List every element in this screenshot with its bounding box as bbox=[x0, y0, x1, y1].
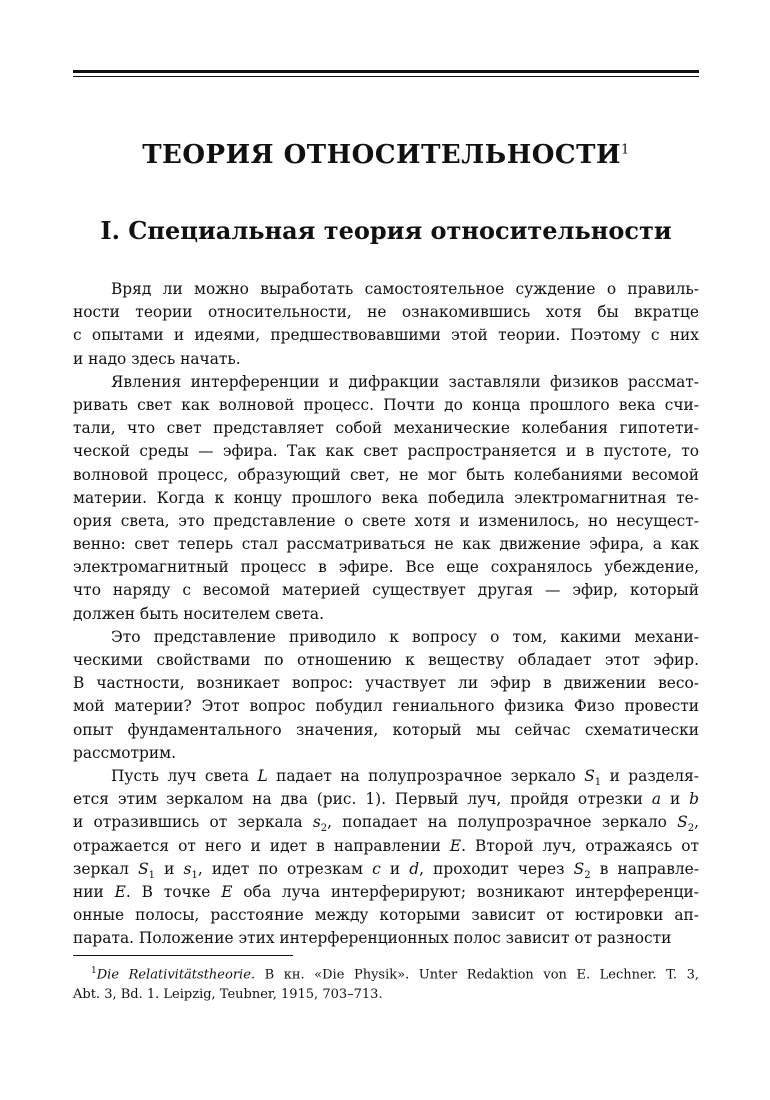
body-text bbox=[73, 278, 699, 950]
text-line: с опытами и идеями, предшествовавшими этой теории. Поэтому с них bbox=[73, 326, 699, 345]
text-line: ческими свойствами по отношению к веществу обладает этот эфир. bbox=[73, 651, 699, 669]
chapter-title-text: ТЕОРИЯ ОТНОСИТЕЛЬНОСТИ bbox=[142, 140, 622, 170]
paragraph bbox=[73, 626, 699, 765]
text-line: материи. Когда к концу прошлого века победила электромагнитная те- bbox=[73, 488, 699, 507]
header-rule-thick bbox=[73, 70, 699, 73]
footnote bbox=[73, 961, 699, 1005]
footnote-rule bbox=[73, 955, 293, 956]
text-line: ривать свет как волновой процесс. Почти до конца прошлого века счи- bbox=[73, 395, 699, 414]
text-line: нии E. В точке E оба луча интерферируют; возникают интерференци- bbox=[73, 882, 699, 901]
text-line: волновой процесс, образующий свет, не мог быть колебаниями весомой bbox=[73, 465, 699, 484]
text-line: ется этим зеркалом на два (рис. 1). Первый луч, пройдя отрезки a и b bbox=[73, 790, 699, 809]
paragraph bbox=[73, 278, 699, 371]
section-heading: I. Специальная теория относительности bbox=[100, 216, 672, 245]
paragraph bbox=[73, 765, 699, 951]
text-line: ория света, это представление о свете хотя и изменилось, но несущест- bbox=[73, 511, 699, 530]
text-line: В частности, возникает вопрос: участвует ли эфир в движении весо- bbox=[73, 674, 699, 693]
text-line: Вряд ли можно выработать самостоятельное суждение о правиль- bbox=[111, 280, 699, 298]
text-line: Это представление приводило к вопросу о том, какими механи- bbox=[111, 627, 699, 646]
footnote-reference[interactable]: 1 bbox=[621, 142, 630, 158]
footnote-marker: 1 bbox=[91, 966, 97, 976]
text-line: зеркал $S_1$ и $s_1$, идет по отрезкам c и d, проходит через $S_2$ в направле- bbox=[73, 859, 699, 881]
text-line: венно: свет теперь стал рассматриваться не как движение эфира, а как bbox=[73, 535, 699, 554]
text-line: Явления интерференции и дифракции заставляли физиков рассмат- bbox=[111, 372, 699, 391]
text-line: и надо здесь начать. bbox=[73, 349, 241, 368]
header-rule-thin bbox=[73, 76, 699, 77]
chapter-title bbox=[73, 140, 699, 170]
text-line: опыт фундаментального значения, который мы сейчас схематически bbox=[73, 720, 699, 739]
text-line: электромагнитный процесс в эфире. Все еще сохранялось убеждение, bbox=[73, 558, 699, 577]
paragraph bbox=[73, 371, 699, 626]
text-line: должен быть носителем света. bbox=[73, 604, 324, 623]
text-line: мой материи? Этот вопрос побудил гениального физика Физо провести bbox=[73, 697, 699, 716]
footnote-line: Abt. 3, Bd. 1. Leipzig, Teubner, 1915, 703–713. bbox=[73, 987, 383, 1003]
text-line: рассмотрим. bbox=[73, 743, 176, 762]
text-line: и отразившись от зеркала $s_2$, попадает на полупрозрачное зеркало $S_2$, bbox=[73, 813, 699, 835]
text-line: ности теории относительности, не ознакомившись хотя бы вкратце bbox=[73, 303, 699, 322]
footnote-citation: В кн. «Die Physik». Unter Redaktion von E. Lechner. T. 3, bbox=[255, 967, 699, 983]
text-line: онные полосы, расстояние между которыми зависит от юстировки ап- bbox=[73, 906, 699, 925]
text-line: парата. Положение этих интерференционных полос зависит от разности bbox=[73, 929, 672, 948]
text-line: ческой среды — эфира. Так как свет распространяется и в пустоте, то bbox=[73, 442, 699, 461]
footnote-line bbox=[73, 961, 699, 985]
footnote-title: Die Relativitätstheorie. bbox=[96, 967, 256, 983]
text-line: что наряду с весомой материей существует другая — эфир, который bbox=[73, 581, 699, 600]
text-line: отражается от него и идет в направлении E. Второй луч, отражаясь от bbox=[73, 836, 699, 855]
text-line: тали, что свет представляет собой механические колебания гипотети- bbox=[73, 419, 699, 438]
text-line: Пусть луч света L падает на полупрозрачное зеркало $S_1$ и разделя- bbox=[111, 766, 699, 789]
